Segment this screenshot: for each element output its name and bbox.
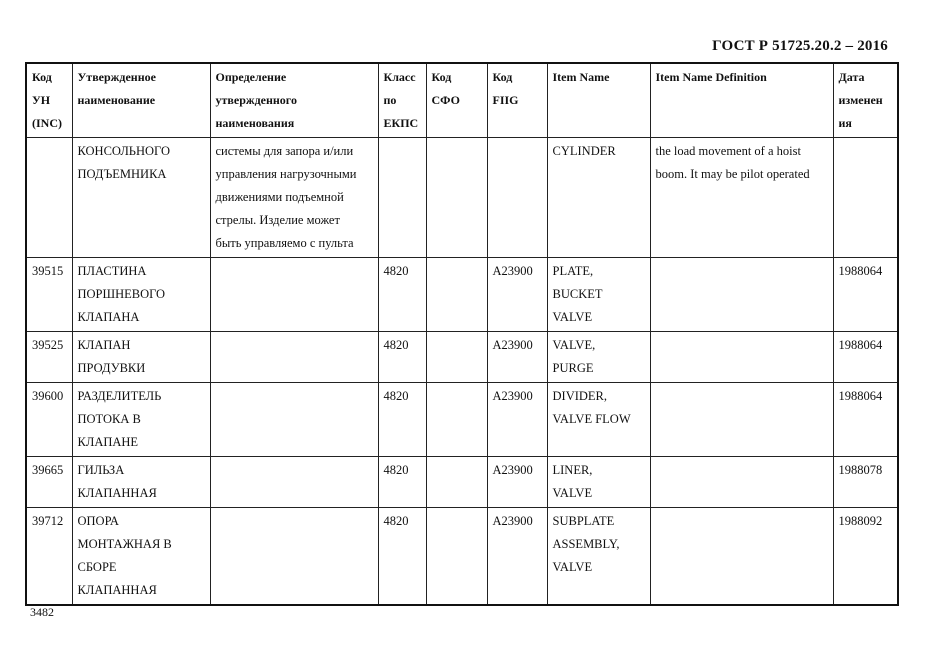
col-class-cell: 4820	[378, 332, 426, 383]
cell-line: LINER,	[552, 463, 593, 477]
col-fiig-cell	[487, 138, 547, 258]
cell-line: CYLINDER	[552, 144, 616, 158]
header-line: УН	[32, 93, 51, 107]
header-line: Код	[431, 70, 452, 84]
cell-line: КЛАПАНА	[77, 310, 140, 324]
cell-line: КЛАПАННАЯ	[77, 486, 157, 500]
cell-line: DIVIDER,	[552, 389, 608, 403]
header-line: ия	[838, 116, 852, 130]
col-approved-name-header	[72, 63, 210, 138]
cell-line: управления нагрузочными	[215, 167, 357, 181]
cell-line: КОНСОЛЬНОГО	[77, 144, 170, 158]
cell-line: ПОРШНЕВОГО	[77, 287, 166, 301]
col-item-def-header	[650, 63, 833, 138]
header-line	[78, 112, 205, 135]
col-class-header	[378, 63, 426, 138]
col-sfo-cell	[426, 258, 487, 332]
table-row	[26, 383, 898, 457]
col-item-def-cell	[650, 508, 833, 606]
col-date-cell	[833, 138, 898, 258]
cell-line: ПЛАСТИНА	[77, 264, 147, 278]
cell-line: the load movement of a hoist	[655, 144, 801, 158]
col-fiig-cell: A23900	[487, 457, 547, 508]
cell-line: КЛАПАНЕ	[77, 435, 139, 449]
cell-line: СБОРЕ	[77, 560, 117, 574]
col-date-header	[833, 63, 898, 138]
col-definition-header	[210, 63, 378, 138]
header-line: Код	[492, 70, 513, 84]
col-class-cell: 4820	[378, 258, 426, 332]
header-line: утвержденного	[215, 93, 297, 107]
cell-line: BUCKET	[552, 287, 603, 301]
header-line	[553, 89, 645, 112]
cell-line: КЛАПАННАЯ	[77, 583, 157, 597]
header-line: Определение	[215, 70, 287, 84]
col-item-name-cell	[547, 332, 650, 383]
header-line: Item Name	[552, 70, 610, 84]
col-definition-cell	[210, 258, 378, 332]
col-item-name-cell	[547, 258, 650, 332]
cell-line: КЛАПАН	[77, 338, 131, 352]
col-inc-cell	[26, 138, 72, 258]
col-definition-cell	[210, 457, 378, 508]
col-fiig-cell: A23900	[487, 258, 547, 332]
col-item-name-cell	[547, 457, 650, 508]
col-item-def-cell	[650, 383, 833, 457]
header-line: Утвержденное	[77, 70, 156, 84]
header-line: Код	[32, 70, 52, 84]
cell-line: PURGE	[552, 361, 594, 375]
col-fiig-cell: A23900	[487, 332, 547, 383]
header-line: Item Name Definition	[655, 70, 767, 84]
col-sfo-header	[426, 63, 487, 138]
col-definition-cell	[210, 508, 378, 606]
table-row	[26, 258, 898, 332]
header-line	[432, 112, 482, 135]
col-fiig-cell: A23900	[487, 383, 547, 457]
cell-line: ГИЛЬЗА	[77, 463, 125, 477]
cell-line: ОПОРА	[77, 514, 119, 528]
col-item-name-cell	[547, 508, 650, 606]
header-line: наименование	[77, 93, 156, 107]
header-line	[493, 112, 542, 135]
cell-line: движениями подъемной	[215, 190, 344, 204]
col-class-cell	[378, 138, 426, 258]
cell-line: ASSEMBLY,	[552, 537, 620, 551]
header-line	[656, 112, 828, 135]
cell-line: системы для запора и/или	[215, 144, 354, 158]
col-definition-cell	[210, 332, 378, 383]
col-item-name-cell	[547, 383, 650, 457]
table-header-row	[26, 63, 898, 138]
col-inc-cell: 39712	[26, 508, 72, 606]
cell-line: VALVE,	[552, 338, 596, 352]
header-line: наименования	[215, 116, 295, 130]
table-row	[26, 457, 898, 508]
col-item-def-cell	[650, 332, 833, 383]
header-line: Класс	[383, 70, 416, 84]
header-line: по	[383, 93, 397, 107]
col-fiig-header	[487, 63, 547, 138]
col-sfo-cell	[426, 508, 487, 606]
page-number: 3482	[30, 605, 54, 619]
col-item-def-cell	[650, 457, 833, 508]
cell-line: стрелы. Изделие может	[215, 213, 340, 227]
header-line: ЕКПС	[383, 116, 419, 130]
col-approved-name-cell	[72, 383, 210, 457]
col-item-name-header	[547, 63, 650, 138]
cell-line: VALVE FLOW	[552, 412, 631, 426]
header-line: изменен	[838, 93, 883, 107]
col-date-cell: 1988064	[833, 332, 898, 383]
table-body	[26, 138, 898, 606]
header-line	[553, 112, 645, 135]
col-approved-name-cell	[72, 258, 210, 332]
header-line	[656, 89, 828, 112]
col-date-cell: 1988092	[833, 508, 898, 606]
header-line: (INC)	[32, 116, 62, 130]
col-date-cell: 1988078	[833, 457, 898, 508]
col-item-def-cell	[650, 258, 833, 332]
col-approved-name-cell	[72, 508, 210, 606]
col-item-def-cell	[650, 138, 833, 258]
cell-line: МОНТАЖНАЯ В	[77, 537, 172, 551]
col-class-cell: 4820	[378, 457, 426, 508]
header-line: FIIG	[492, 93, 519, 107]
col-definition-cell	[210, 138, 378, 258]
header-line: Дата	[838, 70, 865, 84]
cell-line: быть управляемо с пульта	[215, 236, 354, 250]
col-approved-name-cell	[72, 332, 210, 383]
header-line: СФО	[431, 93, 460, 107]
col-date-cell: 1988064	[833, 383, 898, 457]
col-approved-name-cell	[72, 138, 210, 258]
col-inc-cell: 39515	[26, 258, 72, 332]
catalog-table	[25, 62, 899, 606]
col-date-cell: 1988064	[833, 258, 898, 332]
cell-line: boom. It may be pilot operated	[655, 167, 810, 181]
col-sfo-cell	[426, 383, 487, 457]
col-inc-cell: 39600	[26, 383, 72, 457]
col-sfo-cell	[426, 457, 487, 508]
col-definition-cell	[210, 383, 378, 457]
cell-line: ПОДЪЕМНИКА	[77, 167, 167, 181]
col-inc-cell: 39665	[26, 457, 72, 508]
col-class-cell: 4820	[378, 383, 426, 457]
cell-line: VALVE	[552, 310, 593, 324]
table-row	[26, 138, 898, 258]
cell-line: VALVE	[552, 560, 593, 574]
cell-line: PLATE,	[552, 264, 594, 278]
col-item-name-cell	[547, 138, 650, 258]
cell-line: VALVE	[552, 486, 593, 500]
cell-line: ПРОДУВКИ	[77, 361, 146, 375]
cell-line: ПОТОКА В	[77, 412, 141, 426]
col-inc-cell: 39525	[26, 332, 72, 383]
col-sfo-cell	[426, 332, 487, 383]
col-fiig-cell: A23900	[487, 508, 547, 606]
table-row	[26, 332, 898, 383]
col-inc-header	[26, 63, 72, 138]
cell-line: РАЗДЕЛИТЕЛЬ	[77, 389, 162, 403]
col-class-cell: 4820	[378, 508, 426, 606]
col-sfo-cell	[426, 138, 487, 258]
table-row	[26, 508, 898, 606]
col-approved-name-cell	[72, 457, 210, 508]
document-header: ГОСТ Р 51725.20.2 – 2016	[712, 38, 888, 54]
cell-line: SUBPLATE	[552, 514, 615, 528]
